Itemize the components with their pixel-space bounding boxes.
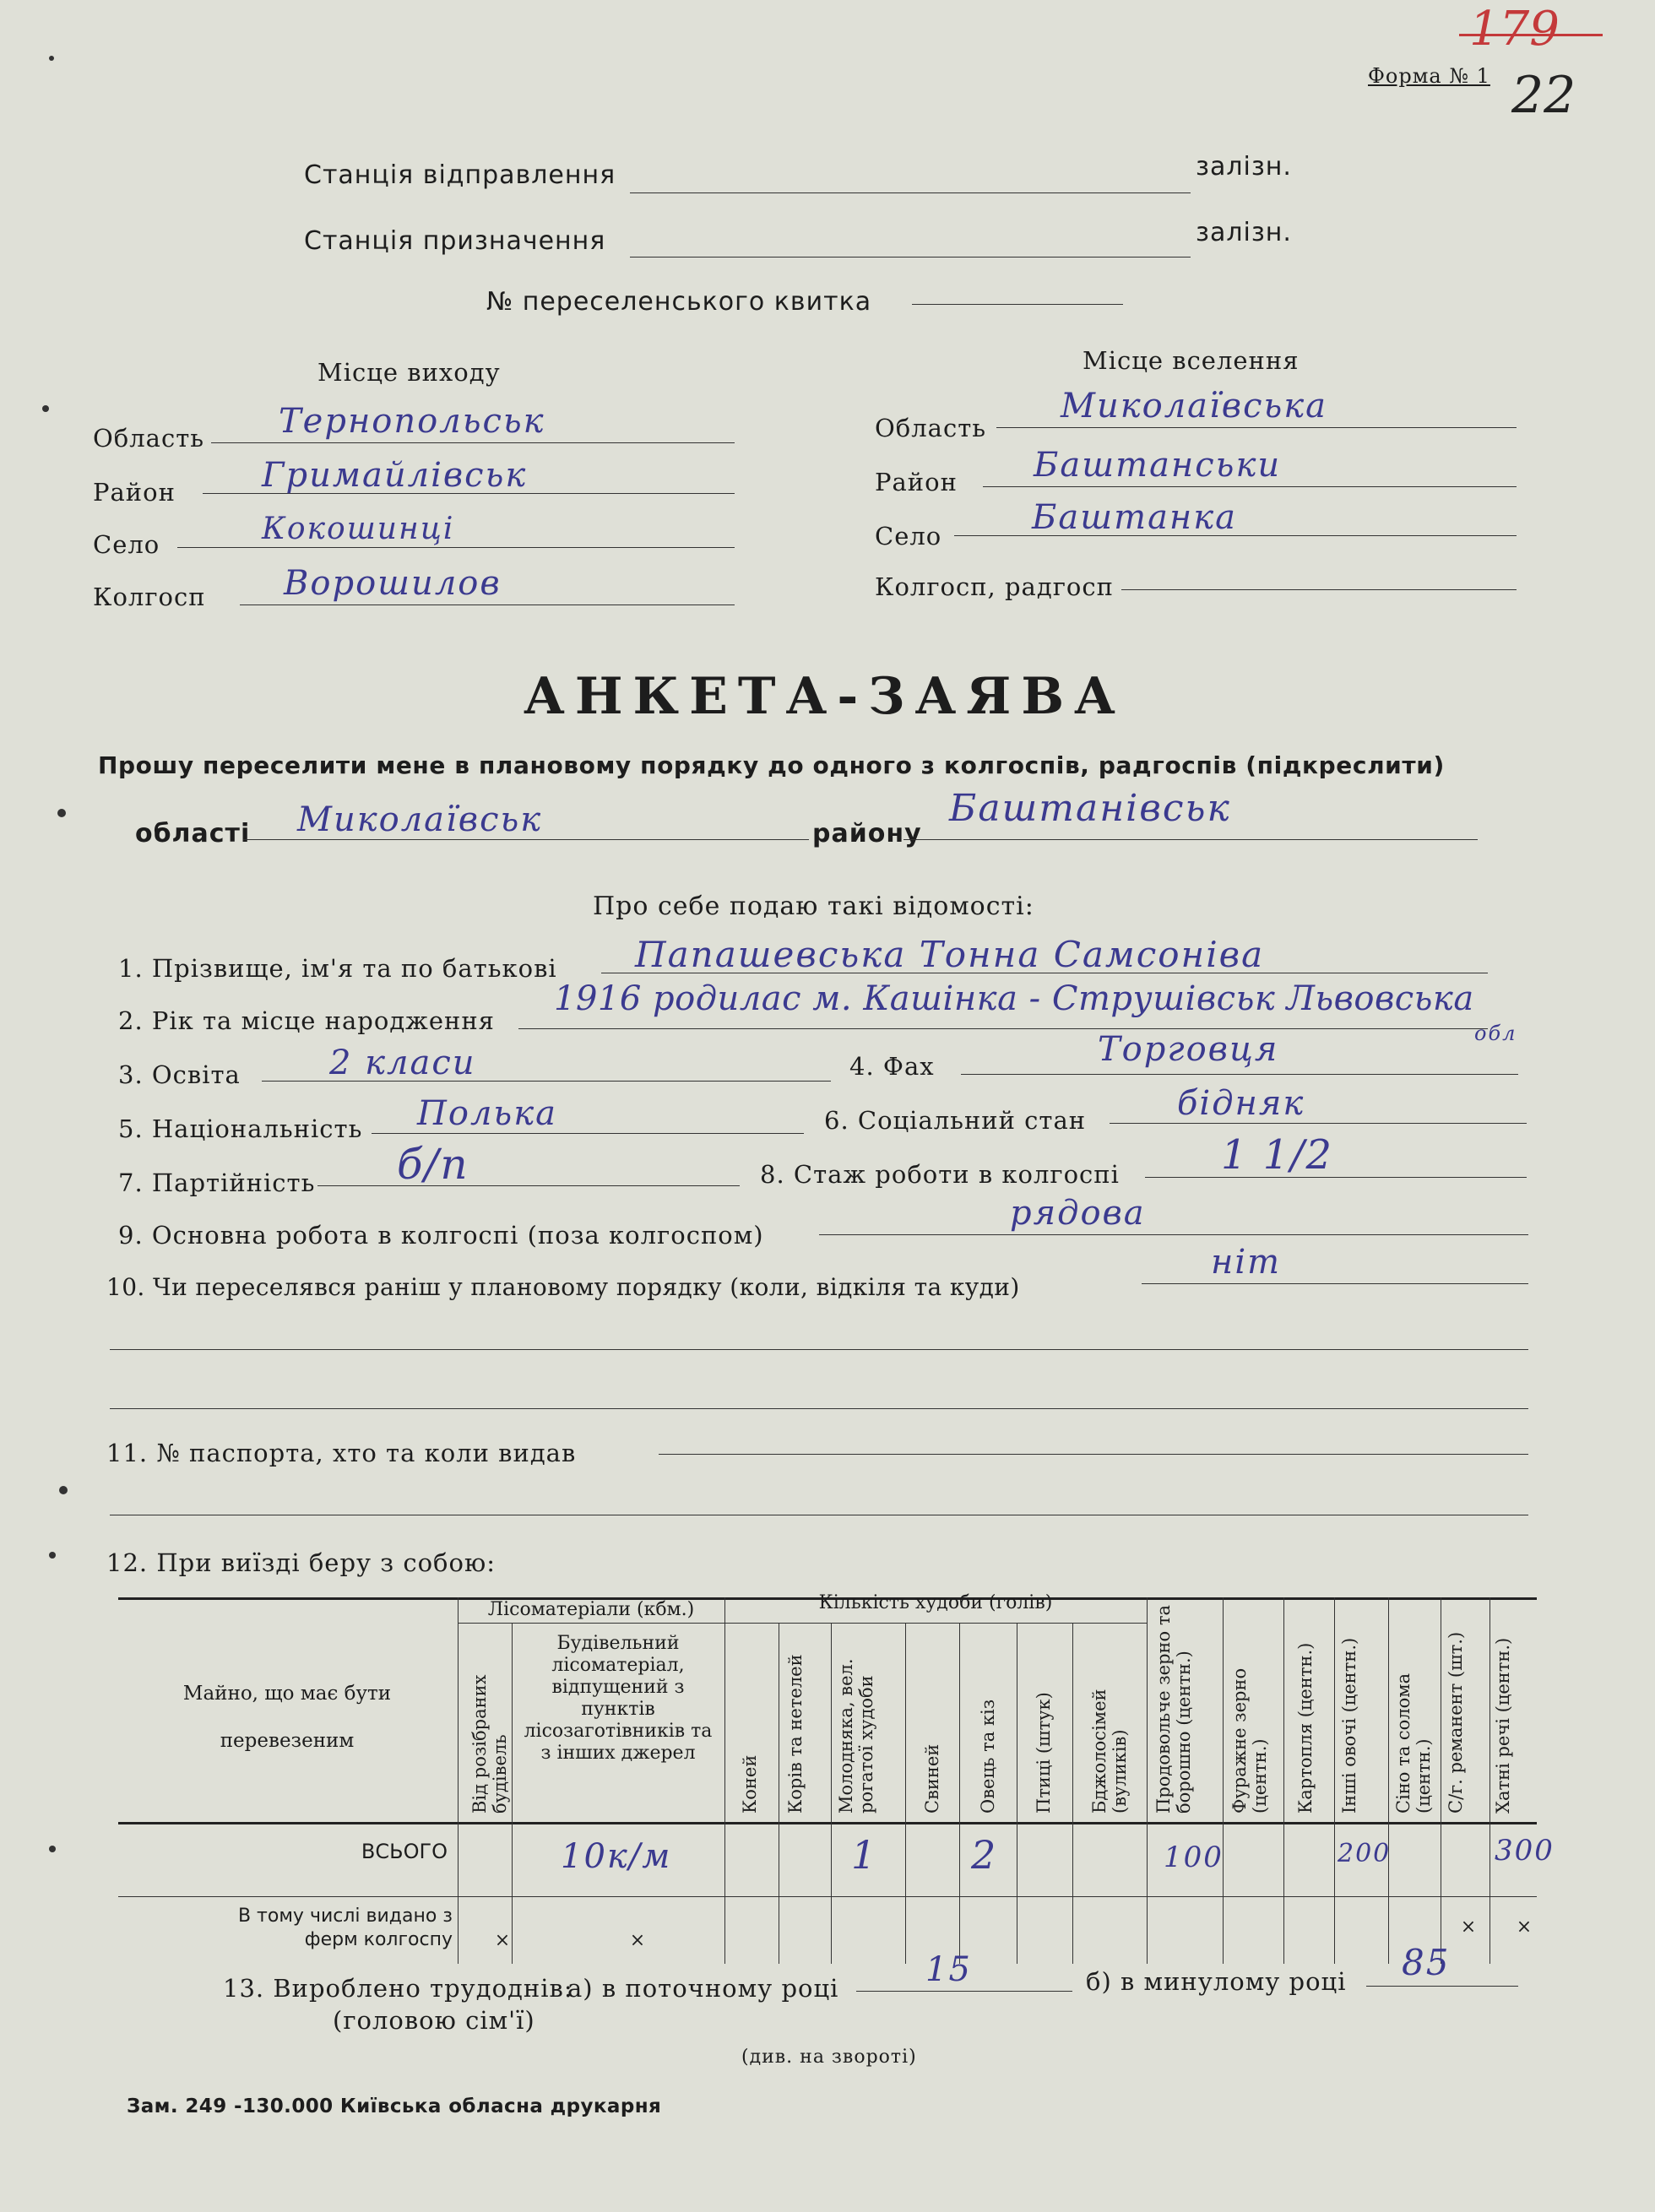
total-young-value: 1 xyxy=(851,1832,878,1878)
destination-station-label: Станція призначення xyxy=(304,226,606,256)
field-7-line xyxy=(317,1185,740,1186)
origin-kolhosp-label: Колгосп xyxy=(93,583,206,611)
field-4-label: 4. Фах xyxy=(849,1052,935,1081)
origin-oblast-value: Тернопольськ xyxy=(279,402,545,441)
table-col-divider xyxy=(1334,1597,1335,1964)
total-household-value: 300 xyxy=(1495,1834,1555,1868)
table-col-divider xyxy=(831,1623,832,1964)
table-col-divider xyxy=(1283,1597,1284,1964)
field-1-value: Папашевська Тонна Самсоніва xyxy=(635,934,1265,975)
col-fodder-header: Фуражне зерно (центн.) xyxy=(1229,1667,1270,1814)
field-5-line xyxy=(372,1133,804,1134)
destination-raion-label: Район xyxy=(875,468,958,496)
total-building-value: 10к/м xyxy=(561,1837,672,1876)
punch-mark xyxy=(57,809,66,817)
field-6-line xyxy=(1110,1123,1527,1124)
field-12-label: 12. При виїзді беру з собою: xyxy=(106,1548,496,1577)
col-birds-header: Птиці (штук) xyxy=(1034,1692,1054,1814)
destination-heading: Місце вселення xyxy=(1083,346,1300,375)
col-bees-header: Бджолосімей (вуликів) xyxy=(1089,1689,1130,1814)
workdays-current-value: 15 xyxy=(925,1950,972,1989)
departure-rail-suffix: залізн. xyxy=(1196,152,1292,182)
request-raion-line xyxy=(903,839,1478,840)
col-sheep-header: Овець та кіз xyxy=(978,1699,998,1814)
col-veg-header: Інші овочі (центн.) xyxy=(1339,1637,1359,1814)
field-5-value: Полька xyxy=(417,1094,557,1133)
origin-heading: Місце виходу xyxy=(317,358,501,387)
request-oblast-label: області xyxy=(135,819,251,848)
punch-mark xyxy=(49,1846,56,1852)
origin-oblast-line xyxy=(211,442,735,443)
field-6-value: бідняк xyxy=(1177,1084,1305,1123)
table-col-divider xyxy=(512,1623,513,1964)
field-7-value: б/п xyxy=(397,1140,469,1189)
table-col-divider xyxy=(959,1623,960,1964)
col-building-material-header: Будівельний лісоматеріал, відпущений з пунктів лісозаготівників та з інших джерел xyxy=(524,1633,713,1764)
col-young-header: Молодняка, вел. рогатої худоби xyxy=(836,1658,876,1814)
departure-station-label: Станція відправлення xyxy=(304,160,616,190)
request-oblast-value: Миколаївськ xyxy=(297,800,543,839)
field-7-label: 7. Партійність xyxy=(118,1168,316,1197)
table-col-divider xyxy=(724,1597,725,1964)
cross-mark: × xyxy=(1460,1917,1477,1938)
field-3-value: 2 класи xyxy=(329,1044,476,1082)
field-2-line xyxy=(518,1028,1488,1029)
table-col-divider xyxy=(1147,1597,1148,1964)
archive-number-top: 179 xyxy=(1469,2,1560,57)
field-2-extra: обл xyxy=(1474,1022,1517,1045)
field-4-line xyxy=(961,1074,1518,1075)
col-household-header: Хатні речі (центн.) xyxy=(1493,1637,1513,1814)
workdays-prev-label: б) в минулому році xyxy=(1086,1967,1347,1996)
field-2-label: 2. Рік та місце народження xyxy=(118,1006,495,1035)
see-back-note: (див. на звороті) xyxy=(741,2047,917,2068)
field-8-value: 1 1/2 xyxy=(1221,1131,1334,1179)
table-row-divider xyxy=(118,1896,1537,1897)
cross-mark: × xyxy=(1516,1917,1533,1938)
field-8-line xyxy=(1145,1177,1527,1178)
printer-info: Зам. 249 -130.000 Київська обласна друкарня xyxy=(127,2095,662,2117)
ticket-number-line xyxy=(912,304,1123,305)
field-9-value: рядова xyxy=(1010,1194,1146,1233)
field-10-value: ніт xyxy=(1211,1243,1282,1282)
col-potato-header: Картопля (центн.) xyxy=(1295,1642,1316,1814)
col-hay-header: Сіно та солома (центн.) xyxy=(1393,1673,1434,1814)
table-header-bottom xyxy=(118,1822,1537,1824)
field-9-line xyxy=(819,1234,1528,1235)
ticket-number-label: № переселенського квитка xyxy=(486,287,872,317)
workdays-prev-value: 85 xyxy=(1402,1942,1451,1983)
table-group-line xyxy=(458,1623,1147,1624)
field-2-value: 1916 родилас м. Кашінка - Струшівськ Львовська xyxy=(554,979,1474,1018)
field-9-label: 9. Основна робота в колгоспі (поза колгоспом) xyxy=(118,1221,764,1250)
destination-oblast-label: Область xyxy=(875,414,987,442)
table-col-divider xyxy=(905,1623,906,1964)
field-5-label: 5. Національність xyxy=(118,1114,363,1143)
origin-selo-line xyxy=(177,547,735,548)
field-11-label: 11. № паспорта, хто та коли видав xyxy=(106,1439,577,1467)
departure-station-line xyxy=(630,192,1191,193)
col-horses-header: Коней xyxy=(740,1754,760,1814)
form-number: Форма № 1 xyxy=(1368,64,1490,88)
archive-strike xyxy=(1459,34,1603,36)
request-oblast-line xyxy=(243,839,809,840)
table-col-divider xyxy=(1223,1597,1224,1964)
field-6-label: 6. Соціальний стан xyxy=(824,1106,1087,1135)
group-lumber-header: Лісоматеріали (кбм.) xyxy=(487,1599,695,1620)
punch-mark xyxy=(42,405,49,412)
total-grain-value: 100 xyxy=(1164,1841,1224,1874)
request-raion-value: Баштанівськ xyxy=(949,787,1231,830)
row-total-label: ВСЬОГО xyxy=(361,1840,448,1863)
destination-kolhosp-label: Колгосп, радгосп xyxy=(875,572,1114,601)
col-grain-header: Продовольче зерно та борошно (центн.) xyxy=(1153,1605,1194,1814)
destination-selo-value: Баштанка xyxy=(1032,498,1237,537)
col-inventory-header: С/г. реманент (шт.) xyxy=(1446,1631,1466,1814)
destination-station-line xyxy=(630,257,1191,258)
table-col-divider xyxy=(1388,1597,1389,1964)
table-col-divider xyxy=(1072,1623,1073,1964)
field-4-value: Торговця xyxy=(1098,1030,1279,1069)
origin-oblast-label: Область xyxy=(93,424,205,453)
destination-selo-label: Село xyxy=(875,522,942,550)
form-title: АНКЕТА-ЗАЯВА xyxy=(524,667,1126,726)
archive-number-bottom: 22 xyxy=(1511,66,1576,125)
workdays-prev-line xyxy=(1366,1986,1518,1987)
destination-raion-value: Баштанськи xyxy=(1034,446,1282,485)
field-10-label: 10. Чи переселявся раніш у плановому порядку (коли, відкіля та куди) xyxy=(106,1273,1020,1301)
field-3-label: 3. Освіта xyxy=(118,1060,241,1089)
workdays-current-line xyxy=(856,1991,1072,1992)
field-10-line-3 xyxy=(110,1408,1528,1409)
destination-kolhosp-line xyxy=(1121,589,1517,590)
cross-mark: × xyxy=(494,1930,511,1951)
cross-mark: × xyxy=(629,1930,646,1951)
group-livestock-header: Кількість худоби (голів) xyxy=(818,1592,1053,1613)
punch-mark xyxy=(59,1486,68,1494)
destination-raion-line xyxy=(983,486,1517,487)
origin-kolhosp-value: Ворошилов xyxy=(284,564,502,603)
total-sheep-value: 2 xyxy=(971,1832,998,1878)
workdays-current-label: а) в поточному році xyxy=(567,1974,839,2003)
field-11-line xyxy=(659,1454,1528,1455)
origin-raion-label: Район xyxy=(93,478,176,507)
origin-selo-label: Село xyxy=(93,530,160,559)
destination-oblast-value: Миколаївська xyxy=(1061,387,1327,426)
row-farm-label: В тому числі видано з ферм колгоспу xyxy=(237,1906,453,1950)
workdays-label: 13. Вироблено трудоднів: xyxy=(223,1974,573,2003)
destination-rail-suffix: залізн. xyxy=(1196,218,1292,247)
table-col-divider xyxy=(458,1597,459,1964)
request-text: Прошу переселити мене в плановому порядку до одного з колгоспів, радгоспів (підкреслити) xyxy=(98,751,1445,779)
field-10-line-2 xyxy=(110,1349,1528,1350)
col-dismantled-header: Від розібраних будівель xyxy=(469,1674,510,1814)
field-8-label: 8. Стаж роботи в колгоспі xyxy=(760,1160,1120,1189)
origin-selo-value: Кокошинці xyxy=(262,512,455,546)
workdays-sub: (головою сім'ї) xyxy=(333,2006,535,2035)
about-heading: Про себе подаю такі відомості: xyxy=(593,892,1034,921)
punch-mark xyxy=(49,56,54,61)
field-10-line xyxy=(1142,1283,1528,1284)
total-veg-value: 200 xyxy=(1338,1839,1392,1868)
field-1-label: 1. Прізвище, ім'я та по батькові xyxy=(118,954,557,983)
punch-mark xyxy=(49,1552,56,1559)
col-property-header: Майно, що має бути перевезеним xyxy=(182,1683,392,1752)
col-pigs-header: Свиней xyxy=(922,1743,942,1814)
destination-oblast-line xyxy=(996,427,1517,428)
origin-raion-value: Гримайлівськ xyxy=(262,456,528,495)
request-raion-label: району xyxy=(812,819,922,848)
col-cows-header: Корів та нетелей xyxy=(785,1654,806,1814)
